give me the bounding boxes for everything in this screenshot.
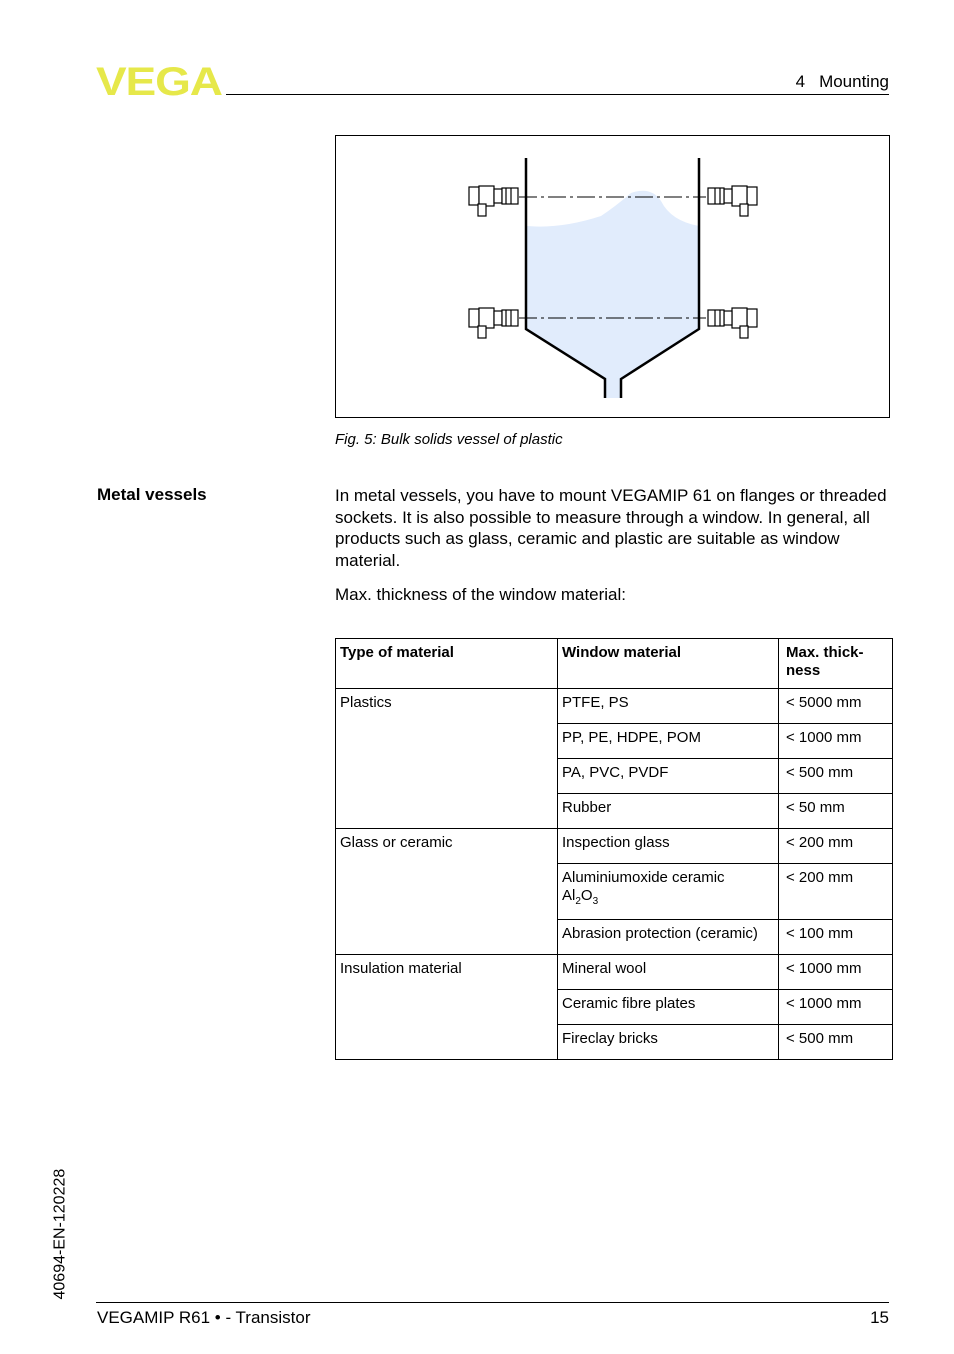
sensor-icon [708,186,757,216]
type-cell: Insulation material [336,955,558,1060]
chemical-formula: $Al_2O_3$ [562,887,599,907]
footer-product: VEGAMIP R61 • - Transistor [97,1308,311,1327]
type-cell: Glass or ceramic [336,829,558,955]
section-heading: Metal vessels [97,485,207,504]
window-cell: Rubber [558,794,779,829]
sensor-icon [469,308,518,338]
window-cell: Mineral wool [558,955,779,990]
chapter-number: 4 [795,72,806,91]
header-thickness: Max. thick-ness [779,639,893,689]
bulk-material [527,191,699,398]
thickness-cell: < 200 mm [779,829,893,864]
window-material-table [335,638,893,1060]
window-cell: PP, PE, HDPE, POM [558,724,779,759]
header-type: Type of material [336,639,558,689]
sensor-icon [469,186,518,216]
header-rule [226,94,889,95]
vega-logo: VEGA [96,60,222,104]
thickness-cell: < 500 mm [779,1025,893,1060]
window-cell: Fireclay bricks [558,1025,779,1060]
figure-caption: Fig. 5: Bulk solids vessel of plastic [335,431,563,448]
thickness-cell: < 500 mm [779,759,893,794]
footer-rule [96,1302,889,1303]
chapter-title: Mounting [819,72,889,91]
thickness-cell: < 1000 mm [779,990,893,1025]
table-row [336,829,893,864]
chapter-header [796,72,889,92]
page-number: 15 [870,1308,889,1327]
window-cell [558,864,779,920]
vessel-diagram [336,136,889,417]
thickness-cell: < 50 mm [779,794,893,829]
window-cell: Ceramic fibre plates [558,990,779,1025]
body-paragraph: In metal vessels, you have to mount VEGAMIP 61 on flanges or threaded sockets. It is also possible to measure through a window. In general, all products such as glass, ceramic and plastic are suitable as window material. [335,486,887,570]
header-window: Window material [558,639,779,689]
window-material-name: Aluminiumoxide ceramic [562,869,725,886]
figure-vessel [335,135,890,418]
document-id: 40694-EN-120228 [51,1168,69,1300]
table-header-row [336,639,893,689]
table-row [336,689,893,724]
thickness-cell: < 1000 mm [779,724,893,759]
thickness-cell: < 1000 mm [779,955,893,990]
window-cell: Inspection glass [558,829,779,864]
window-cell: Abrasion protection (ceramic) [558,920,779,955]
thickness-cell: < 5000 mm [779,689,893,724]
window-cell: PTFE, PS [558,689,779,724]
thickness-cell: < 100 mm [779,920,893,955]
type-cell: Plastics [336,689,558,829]
sensor-icon [708,308,757,338]
table-intro: Max. thickness of the window material: [335,585,627,604]
thickness-cell: < 200 mm [779,864,893,920]
window-cell: PA, PVC, PVDF [558,759,779,794]
table-row [336,955,893,990]
